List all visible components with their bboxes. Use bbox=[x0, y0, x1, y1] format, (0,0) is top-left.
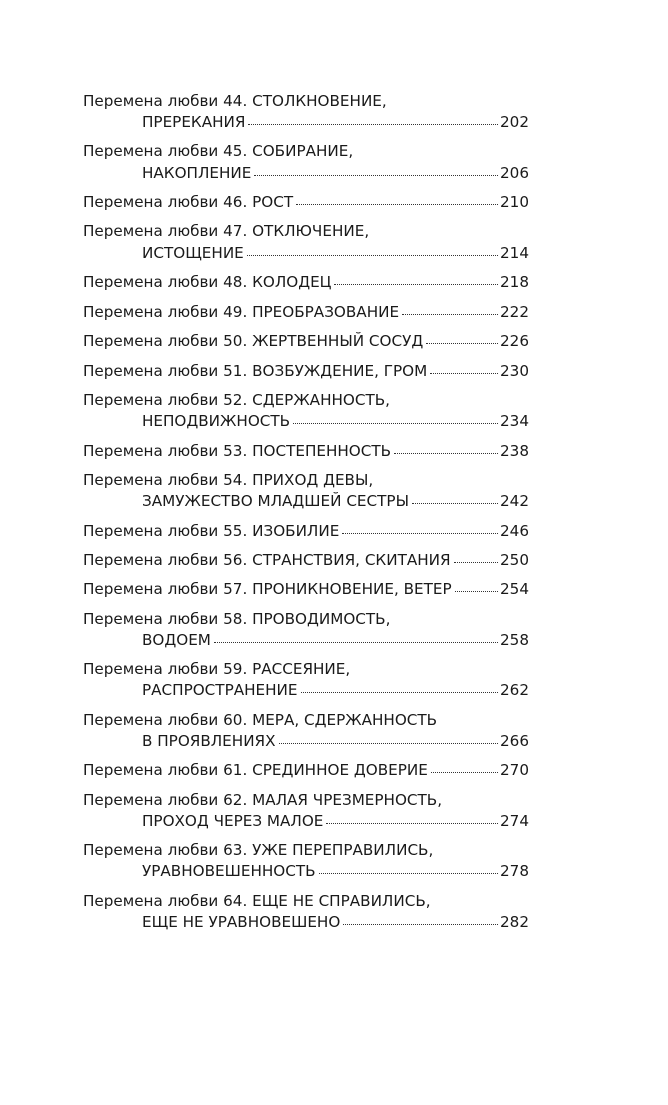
dot-leader bbox=[326, 811, 498, 826]
toc-entry bbox=[83, 390, 529, 432]
toc-entry-line bbox=[83, 659, 529, 680]
toc-entry-title: Перемена любви 45. СОБИРАНИЕ, bbox=[83, 142, 354, 161]
toc-entry-continuation-line bbox=[83, 112, 529, 133]
toc-entry-title: Перемена любви 57. ПРОНИКНОВЕНИЕ, ВЕТЕР bbox=[83, 580, 452, 599]
toc-entry bbox=[83, 331, 529, 352]
dot-leader bbox=[214, 630, 498, 645]
toc-entry bbox=[83, 760, 529, 781]
toc-page-number: 238 bbox=[500, 441, 529, 460]
toc-page-number: 278 bbox=[500, 862, 529, 881]
dot-leader bbox=[296, 192, 498, 207]
dot-leader bbox=[455, 579, 498, 594]
toc-entry bbox=[83, 579, 529, 600]
toc-page-number: 274 bbox=[500, 811, 529, 830]
toc-entry-continuation-line bbox=[83, 162, 529, 183]
toc-entry-title-continuation: В ПРОЯВЛЕНИЯХ bbox=[142, 731, 276, 750]
toc-entry-title: Перемена любви 48. КОЛОДЕЦ bbox=[83, 273, 332, 292]
toc-page-number: 270 bbox=[500, 761, 529, 780]
toc-page-number: 222 bbox=[500, 302, 529, 321]
toc-entry-title: Перемена любви 49. ПРЕОБРАЗОВАНИЕ bbox=[83, 302, 400, 321]
toc-page-number: 258 bbox=[500, 630, 529, 649]
toc-entry-title-continuation: НАКОПЛЕНИЕ bbox=[142, 163, 252, 182]
toc-page-number: 250 bbox=[500, 551, 529, 569]
toc-entry-continuation-line bbox=[83, 861, 529, 882]
toc-entry-continuation-line bbox=[83, 811, 529, 832]
toc-entry-line bbox=[83, 760, 529, 781]
dot-leader bbox=[279, 731, 498, 746]
dot-leader bbox=[293, 411, 498, 426]
toc-entry bbox=[83, 790, 529, 832]
dot-leader bbox=[342, 520, 498, 535]
toc-page-number: 266 bbox=[500, 731, 529, 750]
toc-entry-title: Перемена любви 46. РОСТ bbox=[83, 193, 294, 212]
toc-entry-line bbox=[83, 91, 529, 112]
toc-entry-title: Перемена любви 52. СДЕРЖАННОСТЬ, bbox=[83, 390, 390, 409]
toc-entry-title: Перемена любви 58. ПРОВОДИМОСТЬ, bbox=[83, 609, 391, 628]
toc-page-number: 210 bbox=[500, 193, 529, 212]
toc-entry bbox=[83, 192, 529, 213]
toc-entry-title: Перемена любви 44. СТОЛКНОВЕНИЕ, bbox=[83, 92, 387, 110]
toc-page-number: 234 bbox=[500, 412, 529, 431]
toc-entry-title-continuation: НЕПОДВИЖНОСТЬ bbox=[142, 412, 291, 431]
toc-entry bbox=[83, 91, 529, 133]
toc-entry-continuation-line bbox=[83, 242, 529, 263]
toc-entry-title: Перемена любви 50. ЖЕРТВЕННЫЙ СОСУД bbox=[83, 332, 424, 351]
toc-entry-line bbox=[83, 579, 529, 600]
toc-entry-continuation-line bbox=[83, 630, 529, 651]
toc-entry-line bbox=[83, 331, 529, 352]
toc-page-number: 230 bbox=[500, 361, 529, 380]
toc-entry-line bbox=[83, 360, 529, 381]
toc-entry-line bbox=[83, 192, 529, 213]
dot-leader bbox=[334, 272, 498, 287]
toc-entry-title-continuation: ЗАМУЖЕСТВО МЛАДШЕЙ СЕСТРЫ bbox=[142, 492, 409, 511]
toc-entry-line bbox=[83, 272, 529, 293]
toc-entry-title: Перемена любви 55. ИЗОБИЛИЕ bbox=[83, 521, 340, 540]
toc-page-number: 202 bbox=[500, 113, 529, 132]
toc-entry bbox=[83, 221, 529, 263]
toc-entry-title: Перемена любви 60. МЕРА, СДЕРЖАННОСТЬ bbox=[83, 710, 438, 729]
toc-entry-line bbox=[83, 141, 529, 162]
toc-entry-title: Перемена любви 62. МАЛАЯ ЧРЕЗМЕРНОСТЬ, bbox=[83, 790, 443, 809]
toc-entry bbox=[83, 301, 529, 322]
toc-entry-continuation-line bbox=[83, 680, 529, 701]
toc-entry-line bbox=[83, 609, 529, 630]
dot-leader bbox=[454, 550, 498, 565]
toc-entry-title: Перемена любви 51. ВОЗБУЖДЕНИЕ, ГРОМ bbox=[83, 361, 428, 380]
dot-leader bbox=[247, 242, 498, 257]
dot-leader bbox=[301, 680, 498, 695]
toc-entry-line bbox=[83, 891, 529, 912]
toc-page-number: 214 bbox=[500, 243, 529, 262]
toc-page-number: 254 bbox=[500, 580, 529, 599]
toc-entry-title: Перемена любви 53. ПОСТЕПЕННОСТЬ bbox=[83, 441, 392, 460]
dot-leader bbox=[431, 760, 498, 775]
toc-entry-title: Перемена любви 47. ОТКЛЮЧЕНИЕ, bbox=[83, 222, 370, 241]
toc-entry bbox=[83, 520, 529, 541]
dot-leader bbox=[430, 360, 498, 375]
toc-entry-title-continuation: ЕЩЕ НЕ УРАВНОВЕШЕНО bbox=[142, 912, 341, 931]
toc-page-number: 226 bbox=[500, 332, 529, 351]
toc-page-number: 206 bbox=[500, 163, 529, 182]
toc-entry-title: Перемена любви 56. СТРАНСТВИЯ, СКИТАНИЯ bbox=[83, 551, 451, 569]
toc-entry-continuation-line bbox=[83, 411, 529, 432]
toc-entry-line bbox=[83, 440, 529, 461]
toc-entry bbox=[83, 360, 529, 381]
dot-leader bbox=[343, 912, 498, 927]
dot-leader bbox=[319, 861, 498, 876]
toc-page-number: 282 bbox=[500, 912, 529, 931]
toc-entry-title: Перемена любви 61. СРЕДИННОЕ ДОВЕРИЕ bbox=[83, 761, 428, 780]
toc-page-number: 242 bbox=[500, 492, 529, 511]
toc-entry-title: Перемена любви 63. УЖЕ ПЕРЕПРАВИЛИСЬ, bbox=[83, 841, 434, 860]
toc-entry bbox=[83, 141, 529, 183]
toc-entry-title: Перемена любви 64. ЕЩЕ НЕ СПРАВИЛИСЬ, bbox=[83, 891, 431, 910]
toc-entry-line bbox=[83, 390, 529, 411]
toc-entry-title: Перемена любви 54. ПРИХОД ДЕВЫ, bbox=[83, 470, 374, 489]
toc-entry-line bbox=[83, 550, 529, 571]
toc-entry bbox=[83, 710, 529, 752]
dot-leader bbox=[426, 331, 498, 346]
toc-entry-title-continuation: ПРОХОД ЧЕРЕЗ МАЛОЕ bbox=[142, 811, 324, 830]
table-of-contents bbox=[83, 91, 529, 941]
toc-page-number: 218 bbox=[500, 273, 529, 292]
dot-leader bbox=[412, 491, 498, 506]
toc-entry-continuation-line bbox=[83, 731, 529, 752]
toc-page-number: 246 bbox=[500, 521, 529, 540]
toc-entry-title-continuation: УРАВНОВЕШЕННОСТЬ bbox=[142, 862, 316, 881]
toc-entry-continuation-line bbox=[83, 491, 529, 512]
toc-entry-line bbox=[83, 790, 529, 811]
toc-entry bbox=[83, 659, 529, 701]
toc-entry bbox=[83, 609, 529, 651]
toc-entry-title-continuation: РАСПРОСТРАНЕНИЕ bbox=[142, 681, 298, 700]
toc-entry-line bbox=[83, 301, 529, 322]
toc-entry bbox=[83, 440, 529, 461]
dot-leader bbox=[254, 162, 498, 177]
toc-entry-line bbox=[83, 221, 529, 242]
dot-leader bbox=[402, 301, 498, 316]
toc-entry bbox=[83, 550, 529, 571]
toc-entry-title: Перемена любви 59. РАССЕЯНИЕ, bbox=[83, 660, 351, 679]
dot-leader bbox=[248, 112, 498, 127]
toc-entry-title-continuation: ИСТОЩЕНИЕ bbox=[142, 243, 244, 262]
toc-entry-line bbox=[83, 840, 529, 861]
dot-leader bbox=[394, 440, 498, 455]
toc-entry bbox=[83, 840, 529, 882]
toc-entry-line bbox=[83, 470, 529, 491]
toc-entry-continuation-line bbox=[83, 912, 529, 933]
toc-entry bbox=[83, 891, 529, 933]
toc-entry-title-continuation: ВОДОЕМ bbox=[142, 630, 211, 649]
toc-entry bbox=[83, 272, 529, 293]
toc-entry-line bbox=[83, 710, 529, 731]
toc-entry-line bbox=[83, 520, 529, 541]
toc-entry-title-continuation: ПРЕРЕКАНИЯ bbox=[142, 113, 246, 132]
toc-entry bbox=[83, 470, 529, 512]
toc-page-number: 262 bbox=[500, 681, 529, 700]
